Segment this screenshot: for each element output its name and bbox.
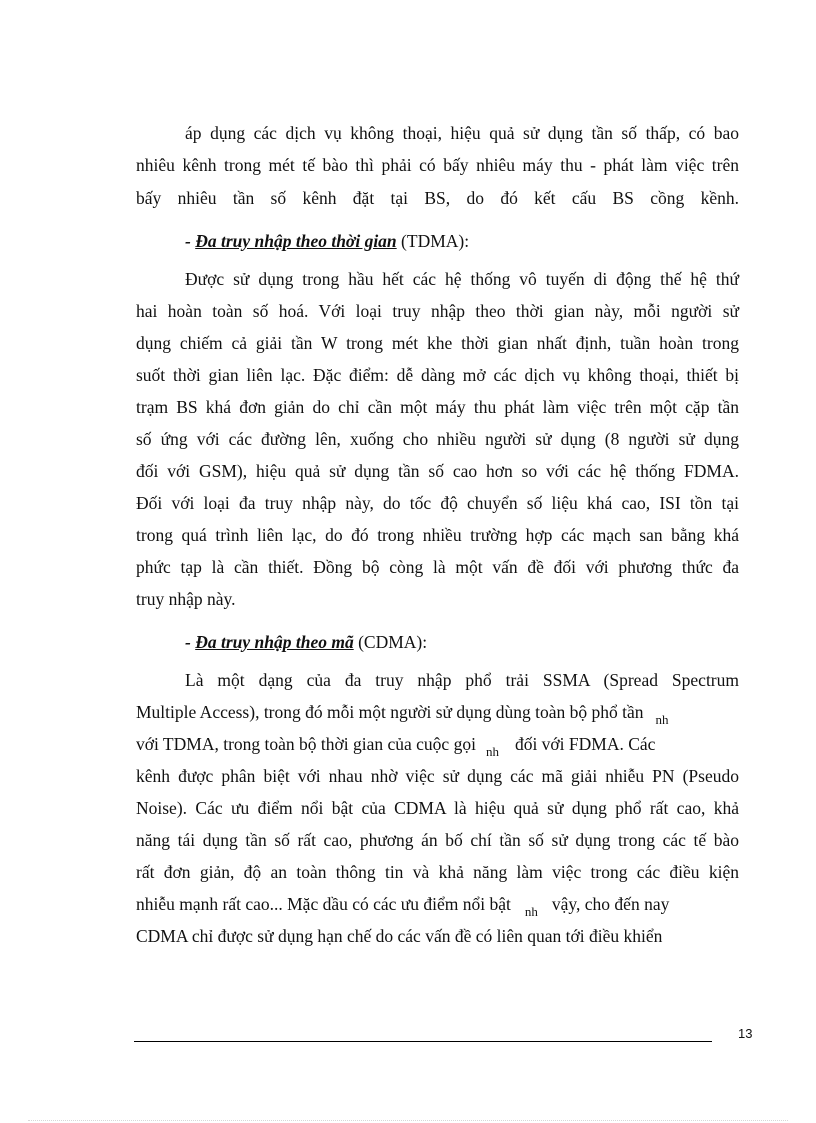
heading-title: Đa truy nhập theo thời gian (195, 231, 397, 251)
paragraph-line: phức tạp là cần thiết. Đồng bộ còng là một vấn đề đối với phương thức đa (136, 557, 739, 577)
subscript-text: nh (524, 904, 538, 919)
paragraph-line (136, 186, 739, 210)
paragraph-line: nhiêu kênh trong mét tế bào thì phải có bấy nhiêu máy thu - phát làm việc trên (136, 155, 739, 175)
page-number: 13 (738, 1026, 753, 1041)
page-edge-divider (28, 1120, 788, 1121)
paragraph-line: dụng chiếm cả giải tần W trong mét khe thời gian nhất định, tuần hoàn trong (136, 333, 739, 353)
paragraph-line (136, 732, 739, 758)
heading-title: Đa truy nhập theo mã (195, 632, 354, 652)
paragraph-line: hai hoàn toàn số hoá. Với loại truy nhập theo thời gian này, mỗi người sử (136, 301, 739, 321)
paragraph-line: Được sử dụng trong hầu hết các hệ thống vô tuyến di động thế hệ thứ (185, 269, 739, 289)
paragraph-line-text: Multiple Access), trong đó mỗi một người sử dụng dùng toàn bộ phổ tần (136, 702, 644, 722)
paragraph-line: kênh được phân biệt với nhau nhờ việc sử dụng các mã giải nhiễu PN (Pseudo (136, 766, 739, 786)
paragraph-line-text: vậy, cho đến nay (551, 894, 670, 914)
paragraph-line-text: bấy nhiêu tần số kênh đặt tại BS, do đó kết cấu BS cồng kềnh. (136, 188, 739, 208)
paragraph-line-text: với TDMA, trong toàn bộ thời gian của cuộc gọi (136, 734, 476, 754)
section-heading-cdma (185, 630, 739, 654)
paragraph-line: Là một dạng của đa truy nhập phổ trải SSMA (Spread Spectrum (185, 670, 739, 690)
paragraph-line: năng tái dụng tần số rất cao, phương án bố chí tần số sử dụng trong các tế bào (136, 830, 739, 850)
heading-prefix: - (185, 632, 196, 652)
subscript-text: nh (485, 744, 499, 759)
paragraph-line-text: nhiễu mạnh rất cao... Mặc dầu có các ưu điểm nổi bật (136, 894, 511, 914)
paragraph-line-text: đối với FDMA. Các (514, 734, 656, 754)
paragraph-line (136, 700, 739, 726)
paragraph-line: đối với GSM), hiệu quả sử dụng tần số cao hơn so với các hệ thống FDMA. (136, 461, 739, 481)
footer-rule (134, 1041, 712, 1042)
paragraph-line: trạm BS khá đơn giản do chỉ cần một máy thu phát làm việc trên một cặp tần (136, 397, 739, 417)
heading-prefix: - (185, 231, 196, 251)
heading-suffix: (CDMA): (353, 632, 428, 652)
paragraph-line: rất đơn giản, độ an toàn thông tin và khả năng làm việc trong các điều kiện (136, 862, 739, 882)
subscript-text: nh (655, 712, 669, 727)
paragraph-line (136, 892, 739, 918)
paragraph-line: số ứng với các đường lên, xuống cho nhiều người sử dụng (8 người sử dụng (136, 429, 739, 449)
paragraph-line: áp dụng các dịch vụ không thoại, hiệu quả sử dụng tần số thấp, có bao (185, 123, 739, 143)
paragraph-line: suốt thời gian liên lạc. Đặc điểm: dễ dàng mở các dịch vụ không thoại, thiết bị (136, 365, 739, 385)
section-heading-tdma (185, 229, 739, 253)
heading-suffix: (TDMA): (396, 231, 470, 251)
paragraph-line: Đối với loại đa truy nhập này, do tốc độ chuyển số liệu khá cao, ISI tồn tại (136, 493, 739, 513)
paragraph-line: truy nhập này. (136, 589, 236, 609)
paragraph-line: trong quá trình liên lạc, do đó trong nhiều trường hợp các mạch san bằng khá (136, 525, 739, 545)
paragraph-line: CDMA chỉ được sử dụng hạn chế do các vấn đề có liên quan tới điều khiển (136, 926, 663, 946)
paragraph-line: Noise). Các ưu điểm nổi bật của CDMA là hiệu quả sử dụng phổ rất cao, khả (136, 798, 739, 818)
